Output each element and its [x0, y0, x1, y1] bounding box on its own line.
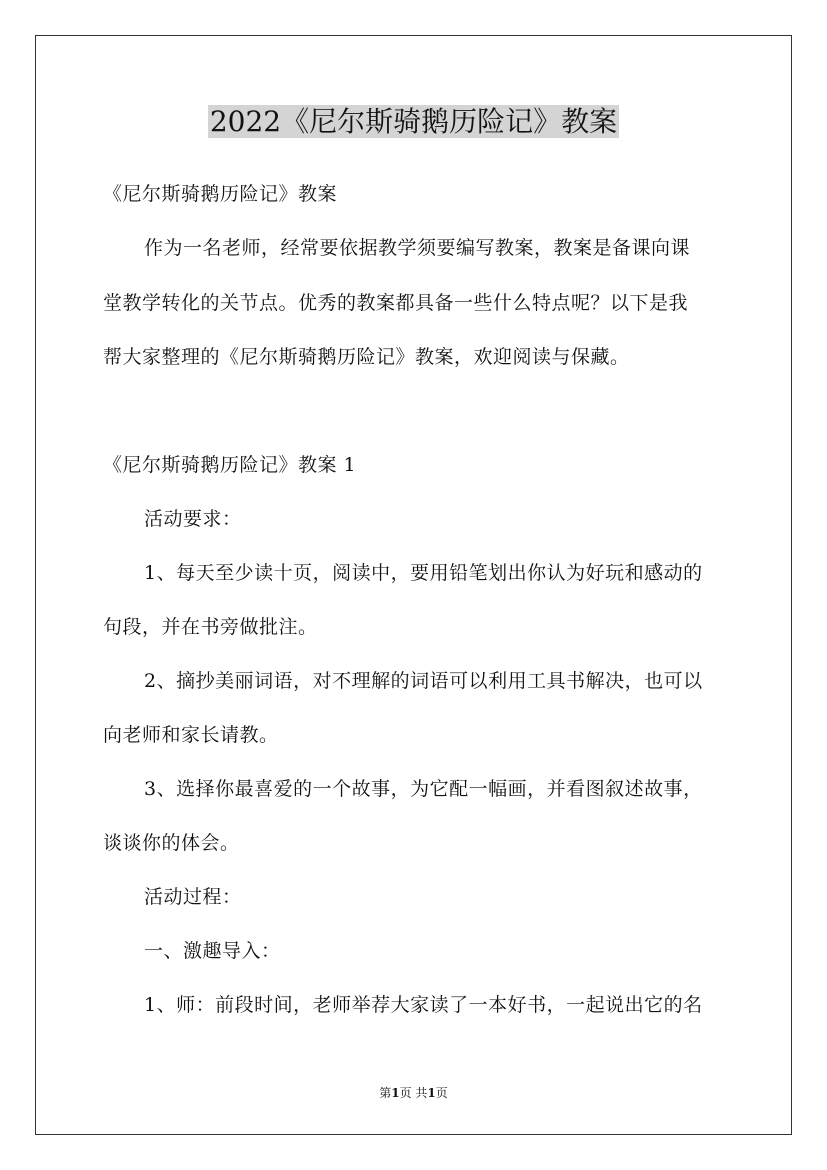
paragraph-line: 2、摘抄美丽词语，对不理解的词语可以利用工具书解决，也可以 [144, 670, 703, 692]
paragraph-line: 活动过程： [144, 886, 242, 908]
footer-page-current: 1 [391, 1086, 400, 1100]
footer-page-total: 1 [427, 1086, 436, 1100]
paragraph-line: 一、激趣导入： [144, 940, 281, 962]
document-title [0, 103, 827, 141]
paragraph-line: 堂教学转化的关节点。优秀的教案都具备一些什么特点呢？以下是我 [103, 292, 689, 314]
paragraph-line: 作为一名老师，经常要依据教学须要编写教案，教案是备课向课 [144, 237, 691, 259]
subtitle-line: 《尼尔斯骑鹅历险记》教案 [103, 183, 338, 205]
paragraph-line: 3、选择你最喜爱的一个故事，为它配一幅画，并看图叙述故事， [144, 778, 703, 800]
paragraph-line: 谈谈你的体会。 [103, 832, 240, 854]
section-heading: 《尼尔斯骑鹅历险记》教案 1 [103, 454, 357, 476]
document-title-text: 2022《尼尔斯骑鹅历险记》教案 [209, 105, 618, 138]
paragraph-line: 帮大家整理的《尼尔斯骑鹅历险记》教案，欢迎阅读与保藏。 [103, 346, 630, 368]
footer-mid: 页 共 [399, 1086, 428, 1100]
footer-suffix: 页 [435, 1086, 448, 1100]
paragraph-line: 向老师和家长请教。 [103, 724, 279, 746]
footer-prefix: 第 [379, 1086, 392, 1100]
paragraph-line: 句段，并在书旁做批注。 [103, 616, 318, 638]
paragraph-line: 1、师：前段时间，老师举荐大家读了一本好书，一起说出它的名 [144, 994, 703, 1016]
paragraph-line: 活动要求： [144, 508, 242, 530]
paragraph-line: 1、每天至少读十页，阅读中，要用铅笔划出你认为好玩和感动的 [144, 562, 703, 584]
page-footer [0, 1086, 827, 1100]
